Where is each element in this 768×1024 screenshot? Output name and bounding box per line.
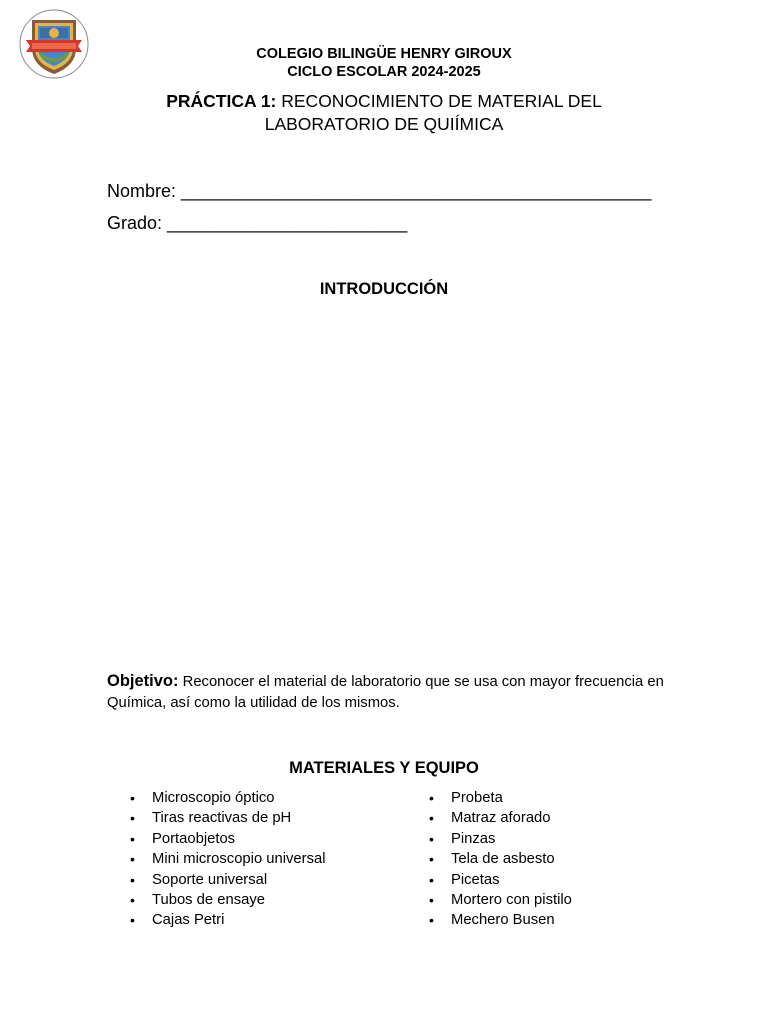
school-cycle: CICLO ESCOLAR 2024-2025 [287,64,481,80]
list-item-label: Mechero Busen [451,912,555,929]
list-item [427,829,572,849]
list-item [427,849,572,869]
practice-title-line2: LABORATORIO DE QUIÍMICA [264,114,504,134]
list-item-label: Cajas Petri [152,912,225,929]
list-item-label: Portaobjetos [152,830,236,847]
list-item [427,870,572,890]
bullet-icon: • [130,851,135,868]
list-item-label: Mini microscopio universal [152,851,326,868]
list-item [427,808,572,828]
list-item [128,808,326,828]
list-item-label: Microscopio óptico [152,790,275,806]
list-item [128,849,326,869]
bullet-icon: • [429,830,434,847]
list-item-label: Tiras reactivas de pH [152,810,292,827]
list-item-label: Pinzas [451,830,496,847]
bullet-icon: • [130,871,135,888]
materials-list-left [128,788,326,931]
bullet-icon: • [130,790,135,806]
bullet-icon: • [429,810,434,827]
list-item [128,829,326,849]
list-item [128,870,326,890]
materials-heading: MATERIALES Y EQUIPO [289,759,479,777]
list-item [427,910,572,930]
list-item [128,788,326,808]
objective-paragraph [107,671,667,714]
list-item [427,890,572,910]
list-item-label: Matraz aforado [451,810,551,827]
list-item [128,890,326,910]
name-field[interactable]: Nombre: _______________________________________________ [107,181,652,201]
bullet-icon: • [429,871,434,888]
bullet-icon: • [130,892,135,909]
practice-title [0,90,768,136]
bullet-icon: • [429,790,434,806]
grade-field[interactable]: Grado: ________________________ [107,213,408,233]
bullet-icon: • [130,810,135,827]
list-item-label: Tubos de ensaye [152,892,265,909]
list-item-label: Probeta [451,790,503,806]
list-item [427,788,572,808]
list-item-label: Tela de asbesto [451,851,555,868]
bullet-icon: • [429,851,434,868]
bullet-icon: • [429,912,434,929]
practice-title-line1: RECONOCIMIENTO DE MATERIAL DEL [281,91,602,111]
practice-label: PRÁCTICA 1: [166,91,277,111]
bullet-icon: • [429,892,434,909]
objective-text: Reconocer el material de laboratorio que se usa con mayor frecuencia en Química, así como la utilidad de los mismos. [107,674,664,711]
objective-label: Objetivo: [107,672,179,690]
school-name: COLEGIO BILINGÜE HENRY GIROUX [256,46,512,62]
bullet-icon: • [130,912,135,929]
introduction-heading: INTRODUCCIÓN [319,280,449,298]
list-item [128,910,326,930]
list-item-label: Mortero con pistilo [451,892,572,909]
list-item-label: Picetas [451,871,500,888]
materials-list-right [427,788,572,931]
bullet-icon: • [130,830,135,847]
list-item-label: Soporte universal [152,871,268,888]
